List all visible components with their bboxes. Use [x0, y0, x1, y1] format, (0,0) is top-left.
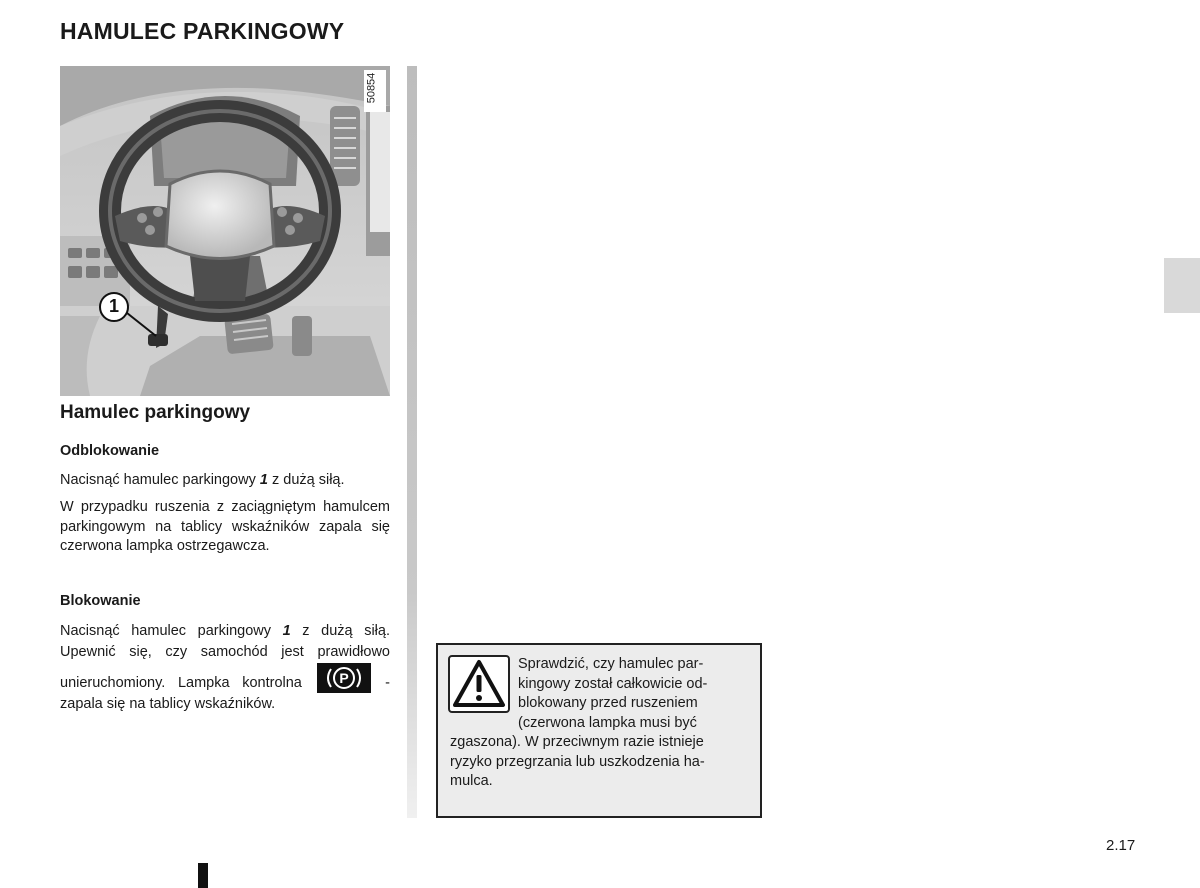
apply-heading: Blokowanie: [60, 593, 141, 609]
figure-callout-1: 1: [108, 296, 119, 316]
warning-box: [436, 643, 762, 818]
figure-code-text: 50854: [365, 72, 378, 104]
steering-wheel-illustration: [60, 66, 390, 396]
apply-ref: 1: [282, 623, 291, 639]
release-paragraph-2: W przypadku ruszenia z zaciągniętym hamulcem parkingowym na tablicy wskaźników zapala się czerwona lampka ostrzegawcza.: [60, 499, 390, 554]
bottom-crop-mark: [198, 863, 208, 888]
apply-text-before: Nacisnąć hamulec parkingowy: [60, 623, 283, 639]
page-title: HAMULEC PARKINGOWY: [60, 18, 345, 44]
warning-line-5: zgaszona). W przeciwnym razie istnieje: [450, 734, 704, 750]
warning-line-6: ryzyko przegrzania lub uszkodzenia ha-: [450, 753, 705, 770]
section-heading: Hamulec parkingowy: [60, 402, 251, 423]
release-text-before: Nacisnąć hamulec parkingowy: [60, 472, 260, 488]
apply-text-after: - zapala się na tablicy wskaźników.: [60, 675, 390, 712]
figure-code: [364, 70, 386, 112]
apply-paragraph: [60, 621, 390, 715]
warning-line-1: Sprawdzić, czy hamulec par-: [518, 656, 704, 672]
column-divider: [407, 66, 417, 818]
parking-brake-warning-lamp-icon: [317, 663, 371, 693]
warning-line-3: blokowany przed ruszeniem: [518, 695, 698, 711]
release-ref: 1: [259, 472, 268, 488]
apply-text-middle: z dużą siłą. Upewnić się, czy samochód jest prawidłowo unieruchomiony. Lampka kontrolna: [60, 623, 390, 691]
page-number: 2.17: [1106, 837, 1136, 854]
chapter-thumb-tab: [1164, 258, 1200, 313]
svg-text:P: P: [338, 670, 349, 686]
release-heading: Odblokowanie: [60, 443, 160, 459]
warning-triangle-icon: [448, 655, 510, 713]
warning-line-7: mulca.: [450, 773, 493, 789]
warning-line-4: (czerwona lampka musi być: [518, 714, 697, 731]
release-text-after: z dużą siłą.: [267, 472, 345, 488]
release-paragraph-1: [60, 471, 390, 491]
warning-line-2: kingowy został całkowicie od-: [518, 675, 708, 692]
